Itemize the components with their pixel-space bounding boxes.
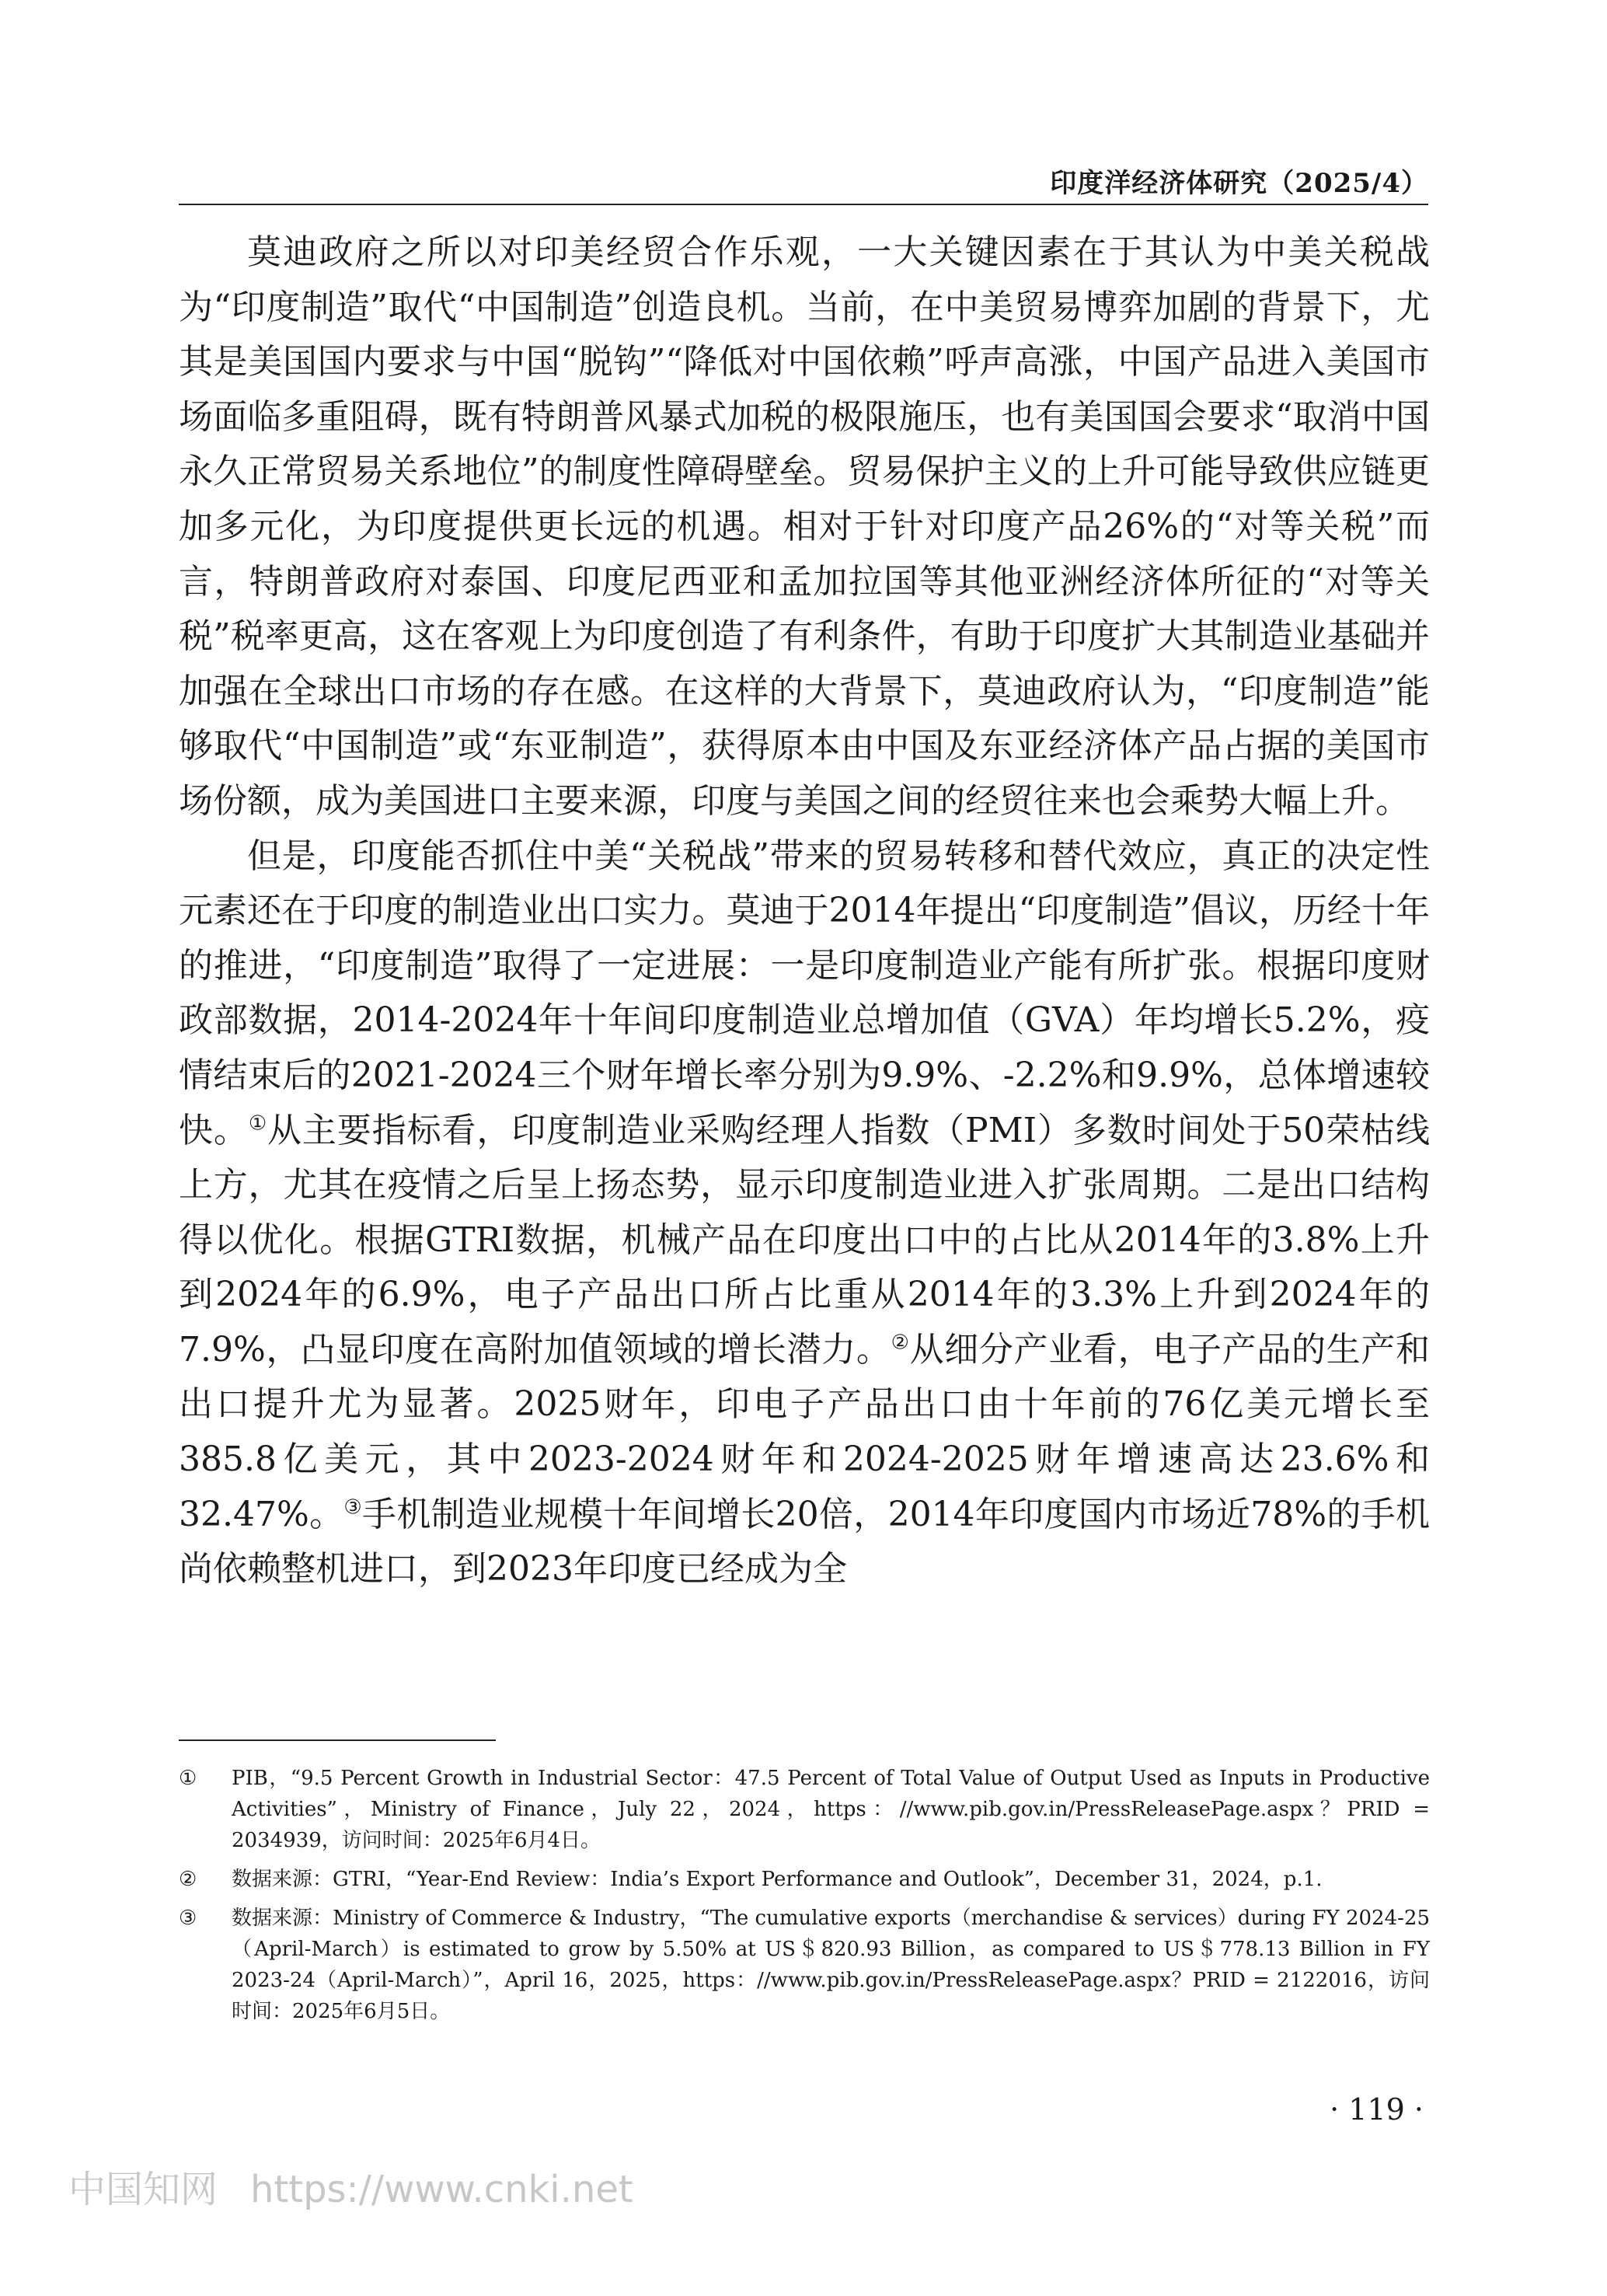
paragraph-2-segment-4: 手机制造业规模十年间增长20倍，2014年印度国内市场近78%的手机尚依赖整机进口，到2023年印度已经成为全 [179, 1494, 1431, 1589]
running-header: 印度洋经济体研究（2025/4） [1050, 168, 1428, 199]
paragraph-2-segment-3: 从细分产业看，电子产品的生产和出口提升尤为显著。2025财年，印电子产品出口由十年前的76亿美元增长至385.8亿美元，其中2023-2024财年和2024-2025财年增速高达23.6%和32.47%。 [179, 1329, 1430, 1534]
paragraph-2-segment-1: 但是，印度能否抓住中美“关税战”带来的贸易转移和替代效应，真正的决定性元素还在于印度的制造业出口实力。莫迪于2014年提出“印度制造”倡议，历经十年的推进，“印度制造”取得了一定进展：一是印度制造业产能有所扩张。根据印度财政部数据，2014-2024年十年间印度制造业总增加值（GVA）年均增长5.2%，疫情结束后的2021-2024三个财年增长率分别为9.9%、-2.2%和9.9%，总体增速较快。 [179, 836, 1430, 1150]
footnote-text: 数据来源：GTRI，“Year-End Review：India’s Export Performance and Outlook”，December 31，2024，p.1. [232, 1868, 1323, 1891]
footnotes [179, 1763, 1430, 2035]
footnote-3 [179, 1903, 1430, 2027]
main-text [179, 225, 1430, 1597]
footnote-divider [179, 1739, 496, 1741]
watermark-brand: 中国知网 [68, 2168, 218, 2211]
footnote-ref-3[interactable]: ③ [343, 1495, 363, 1519]
paragraph-2-segment-2: 从主要指标看，印度制造业采购经理人指数（PMI）多数时间处于50荣枯线上方，尤其在疫情之后呈上扬态势，显示印度制造业进入扩张周期。二是出口结构得以优化。根据GTRI数据，机械产品在印度出口中的占比从2014年的3.8%上升到2024年的6.9%，电子产品出口所占比重从2014年的3.3%上升到2024年的7.9%，凸显印度在高附加值领域的增长潜力。 [179, 1110, 1431, 1370]
paragraph-1: 莫迪政府之所以对印美经贸合作乐观，一大关键因素在于其认为中美关税战为“印度制造”取代“中国制造”创造良机。当前，在中美贸易博弈加剧的背景下，尤其是美国国内要求与中国“脱钩”“降低对中国依赖”呼声高涨，中国产品进入美国市场面临多重阻碍，既有特朗普风暴式加税的极限施压，也有美国国会要求“取消中国永久正常贸易关系地位”的制度性障碍壁垒。贸易保护主义的上升可能导致供应链更加多元化，为印度提供更长远的机遇。相对于针对印度产品26%的“对等关税”而言，特朗普政府对泰国、印度尼西亚和孟加拉国等其他亚洲经济体所征的“对等关税”税率更高，这在客观上为印度创造了有利条件，有助于印度扩大其制造业基础并加强在全球出口市场的存在感。在这样的大背景下，莫迪政府认为，“印度制造”能够取代“中国制造”或“东亚制造”，获得原本由中国及东亚经济体产品占据的美国市场份额，成为美国进口主要来源，印度与美国之间的经贸往来也会乘势大幅上升。 [179, 232, 1430, 821]
footnote-marker: ③ [179, 1907, 197, 1930]
footnote-ref-1[interactable]: ① [248, 1111, 268, 1135]
footnote-ref-2[interactable]: ② [891, 1331, 910, 1355]
footnote-2 [179, 1864, 1430, 1895]
watermark [68, 2159, 666, 2213]
footnote-marker: ① [179, 1767, 197, 1790]
footnote-1 [179, 1763, 1430, 1856]
footnote-marker: ② [179, 1868, 197, 1891]
footnote-text: 数据来源：Ministry of Commerce & Industry，“The cumulative exports（merchandise & services）during FY 2024-25（April-March）is estimated to grow by 5.50% at US＄820.93 Billion，as compared to US＄778.13 Billion in FY 2023-24（April-March）”，April 16，2025，https：//www.pib.gov.in/PressReleasePage.aspx？PRID = 2122016，访问时间：2025年6月5日。 [232, 1907, 1430, 2023]
page-number: · 119 · [1330, 2092, 1424, 2127]
header-divider [179, 204, 1428, 205]
paragraph-2 [179, 829, 1430, 1597]
footnote-text: PIB，“9.5 Percent Growth in Industrial Sector：47.5 Percent of Total Value of Output Used as Inputs in Productive Activities”，Ministry of Finance，July 22，2024，https：//www.pib.gov.in/PressReleasePage.aspx？PRID = 2034939，访问时间：2025年6月4日。 [232, 1767, 1430, 1852]
watermark-url[interactable]: https://www.cnki.net [250, 2168, 633, 2211]
